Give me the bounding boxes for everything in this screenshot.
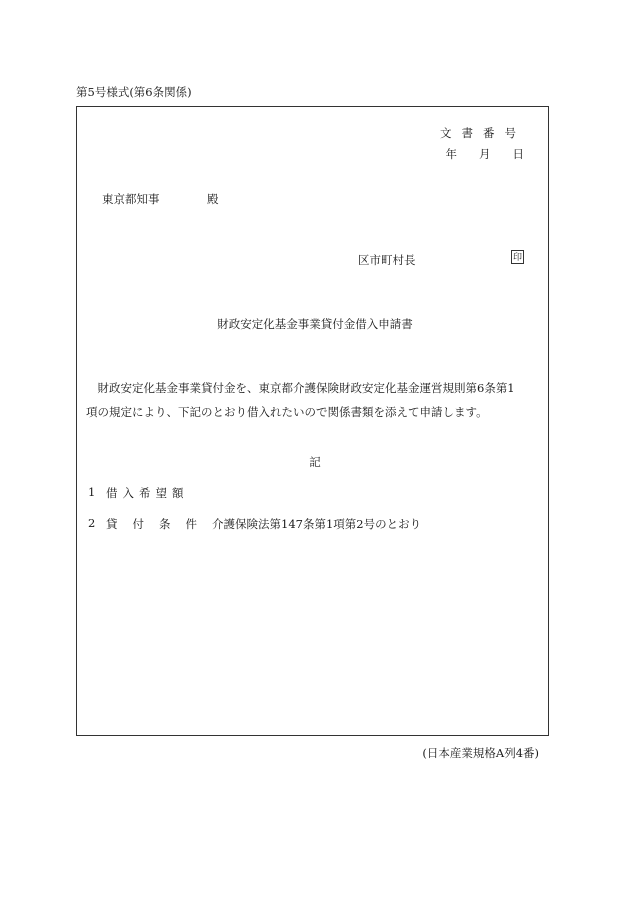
item-1-number: 1 [88, 485, 96, 499]
date-day-label: 日 [512, 147, 524, 161]
item-2-label: 貸付条件 [106, 517, 212, 531]
form-number-label: 第5号様式(第6条関係) [76, 85, 192, 99]
item-2-number: 2 [88, 516, 96, 530]
applicant-title: 区市町村長 [358, 253, 416, 267]
application-body-text: 財政安定化基金事業貸付金を、東京都介護保険財政安定化基金運営規則第6条第1項の規定により、下記のとおり借入れたいので関係書類を添えて申請します。 [86, 381, 515, 419]
seal-mark: 印 [511, 250, 524, 264]
date-month-label: 月 [479, 147, 491, 161]
addressee-name: 東京都知事 [102, 192, 160, 206]
ki-heading: 記 [309, 455, 321, 469]
date-line [446, 146, 525, 162]
document-title: 財政安定化基金事業貸付金借入申請書 [217, 317, 413, 331]
addressee-honorific: 殿 [207, 192, 219, 206]
document-number-label: 文書番号 [440, 126, 526, 140]
item-2-value: 介護保険法第147条第1項第2号のとおり [212, 517, 422, 531]
paper-size-footer: (日本産業規格A列4番) [422, 746, 539, 760]
item-1-label: 借入希望額 [106, 486, 189, 500]
date-year-label: 年 [445, 147, 457, 161]
